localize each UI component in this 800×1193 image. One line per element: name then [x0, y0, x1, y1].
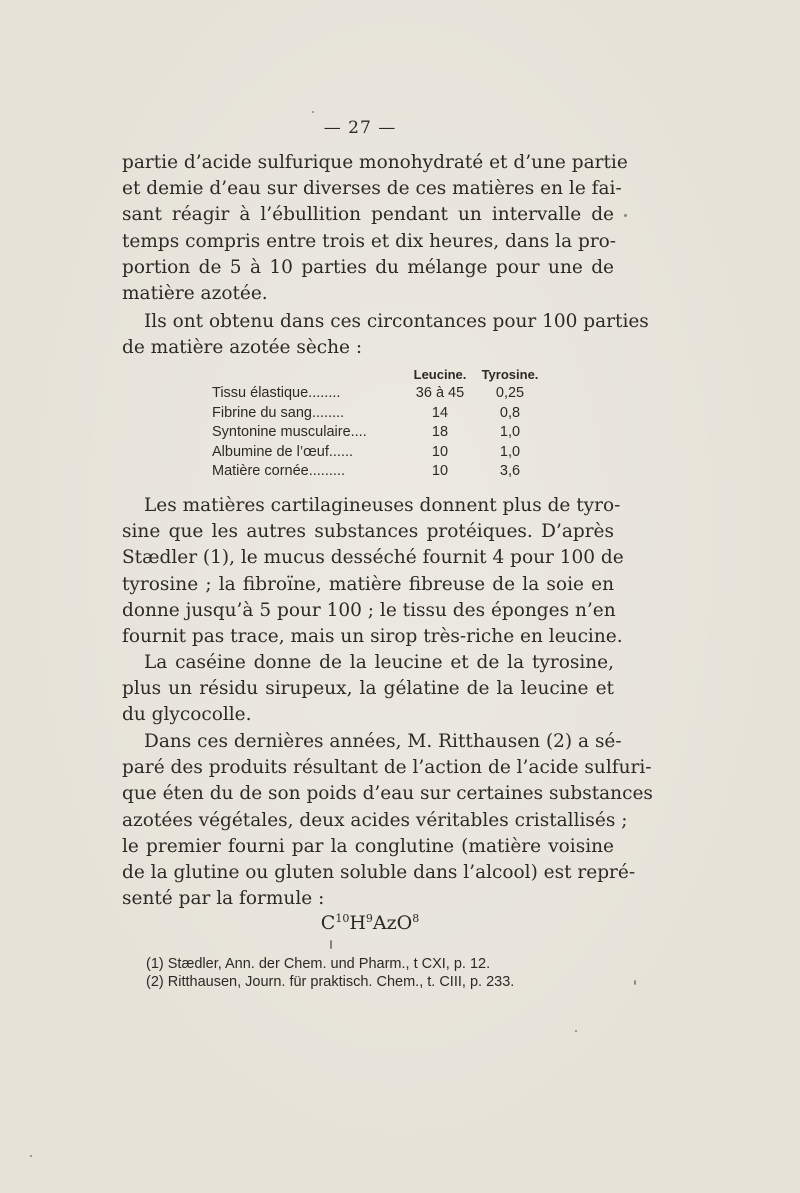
text-line: La caséine donne de la leucine et de la tyrosine,	[144, 652, 614, 673]
table-header-leucine: Leucine.	[413, 367, 467, 382]
table-cell-tyrosine: 1,0	[499, 443, 521, 460]
footnote-1: (1) Stædler, Ann. der Chem. und Pharm., t CXI, p. 12.	[146, 956, 491, 972]
table-header-tyrosine: Tyrosine.	[481, 367, 539, 382]
text-line: sant réagir à l’ébullition pendant un intervalle de	[122, 204, 614, 226]
formula-o-sub: 8	[412, 912, 420, 925]
formula-h: H	[349, 912, 366, 934]
composition-table	[212, 367, 550, 482]
paragraph-1	[122, 150, 628, 307]
table-row	[212, 443, 550, 463]
table-cell-name: Albumine de l’œuf......	[212, 443, 354, 460]
table-header-row	[212, 367, 550, 384]
table-cell-name: Matière cornée.........	[212, 463, 345, 479]
table-row	[212, 423, 550, 443]
text-line: portion de 5 à 10 parties du mélange pour une de	[122, 256, 614, 278]
table-cell-name: Syntonine musculaire....	[212, 424, 367, 440]
table-row	[212, 462, 550, 482]
formula-c-sub: 10	[335, 912, 350, 925]
table-row	[212, 384, 550, 404]
paper-speck	[30, 1155, 32, 1157]
text-line: partie d’acide sulfurique monohydraté et d’une partie	[122, 152, 628, 173]
formula-h-sub: 9	[365, 912, 373, 925]
table-header-name	[212, 367, 410, 384]
text-line: sine que les autres substances protéiques. D’après	[122, 521, 614, 543]
table-cell-leucine: 10	[431, 463, 449, 479]
text-line: Ils ont obtenu dans ces circontances pour 100 parties	[144, 311, 649, 332]
chemical-formula	[0, 912, 740, 934]
paragraph-4	[122, 650, 614, 729]
table-cell-tyrosine: 3,6	[499, 463, 521, 479]
text-line: Les matières cartilagineuses donnent plus de tyro-	[144, 495, 621, 516]
text-line: matière azotée.	[122, 283, 268, 305]
table-cell-tyrosine: 0,8	[499, 404, 521, 421]
text-line: que éten du de son poids d’eau sur certaines substances	[122, 783, 653, 805]
paragraph-2	[122, 309, 649, 361]
table-cell-leucine: 14	[431, 404, 449, 421]
paper-speck	[634, 980, 636, 985]
table-cell-tyrosine: 0,25	[495, 385, 525, 401]
table-cell-leucine: 18	[431, 424, 449, 440]
text-line: paré des produits résultant de l’action de l’acide sulfuri-	[122, 757, 652, 779]
text-line: temps compris entre trois et dix heures, dans la pro-	[122, 230, 617, 252]
page-number: — 27 —	[323, 118, 397, 138]
table-cell-leucine: 10	[431, 443, 449, 460]
paper-speck	[575, 1030, 577, 1032]
paper-speck	[624, 214, 627, 217]
paper-speck	[312, 111, 314, 113]
text-line: Dans ces dernières années, M. Ritthausen (2) a sé-	[144, 731, 622, 752]
text-line: de matière azotée sèche :	[122, 337, 363, 359]
text-line: et demie d’eau sur diverses de ces matières en le fai-	[122, 178, 622, 200]
text-line: de la glutine ou gluten soluble dans l’alcool) est repré-	[122, 862, 636, 884]
table-cell-leucine: 36 à 45	[415, 385, 465, 401]
text-line: fournit pas trace, mais un sirop très-riche en leucine.	[122, 626, 623, 648]
text-line: azotées végétales, deux acides véritables cristallisés ;	[122, 809, 628, 831]
text-line: plus un résidu sirupeux, la gélatine de la leucine et	[122, 678, 614, 700]
table-cell-tyrosine: 1,0	[499, 424, 521, 440]
table-row	[212, 404, 550, 424]
table-cell-name: Fibrine du sang........	[212, 404, 345, 421]
text-line: tyrosine ; la fibroïne, matière fibreuse de la soie en	[122, 573, 614, 595]
formula-azo: AzO	[372, 912, 413, 934]
text-line: du glycocolle.	[122, 704, 252, 726]
text-line: senté par la formule :	[122, 888, 325, 910]
paragraph-5	[122, 729, 653, 912]
text-line: le premier fourni par la conglutine (matière voisine	[122, 835, 614, 857]
text-line: donne jusqu’à 5 pour 100 ; le tissu des éponges n’en	[122, 599, 616, 621]
table-cell-name: Tissu élastique........	[212, 385, 341, 401]
formula-c: C	[320, 912, 336, 934]
paragraph-3	[122, 493, 624, 650]
footnote-2: (2) Ritthausen, Journ. für praktisch. Chem., t. CIII, p. 233.	[146, 974, 515, 990]
paper-speck	[330, 940, 332, 949]
text-line: Stædler (1), le mucus desséché fournit 4 pour 100 de	[122, 547, 624, 569]
